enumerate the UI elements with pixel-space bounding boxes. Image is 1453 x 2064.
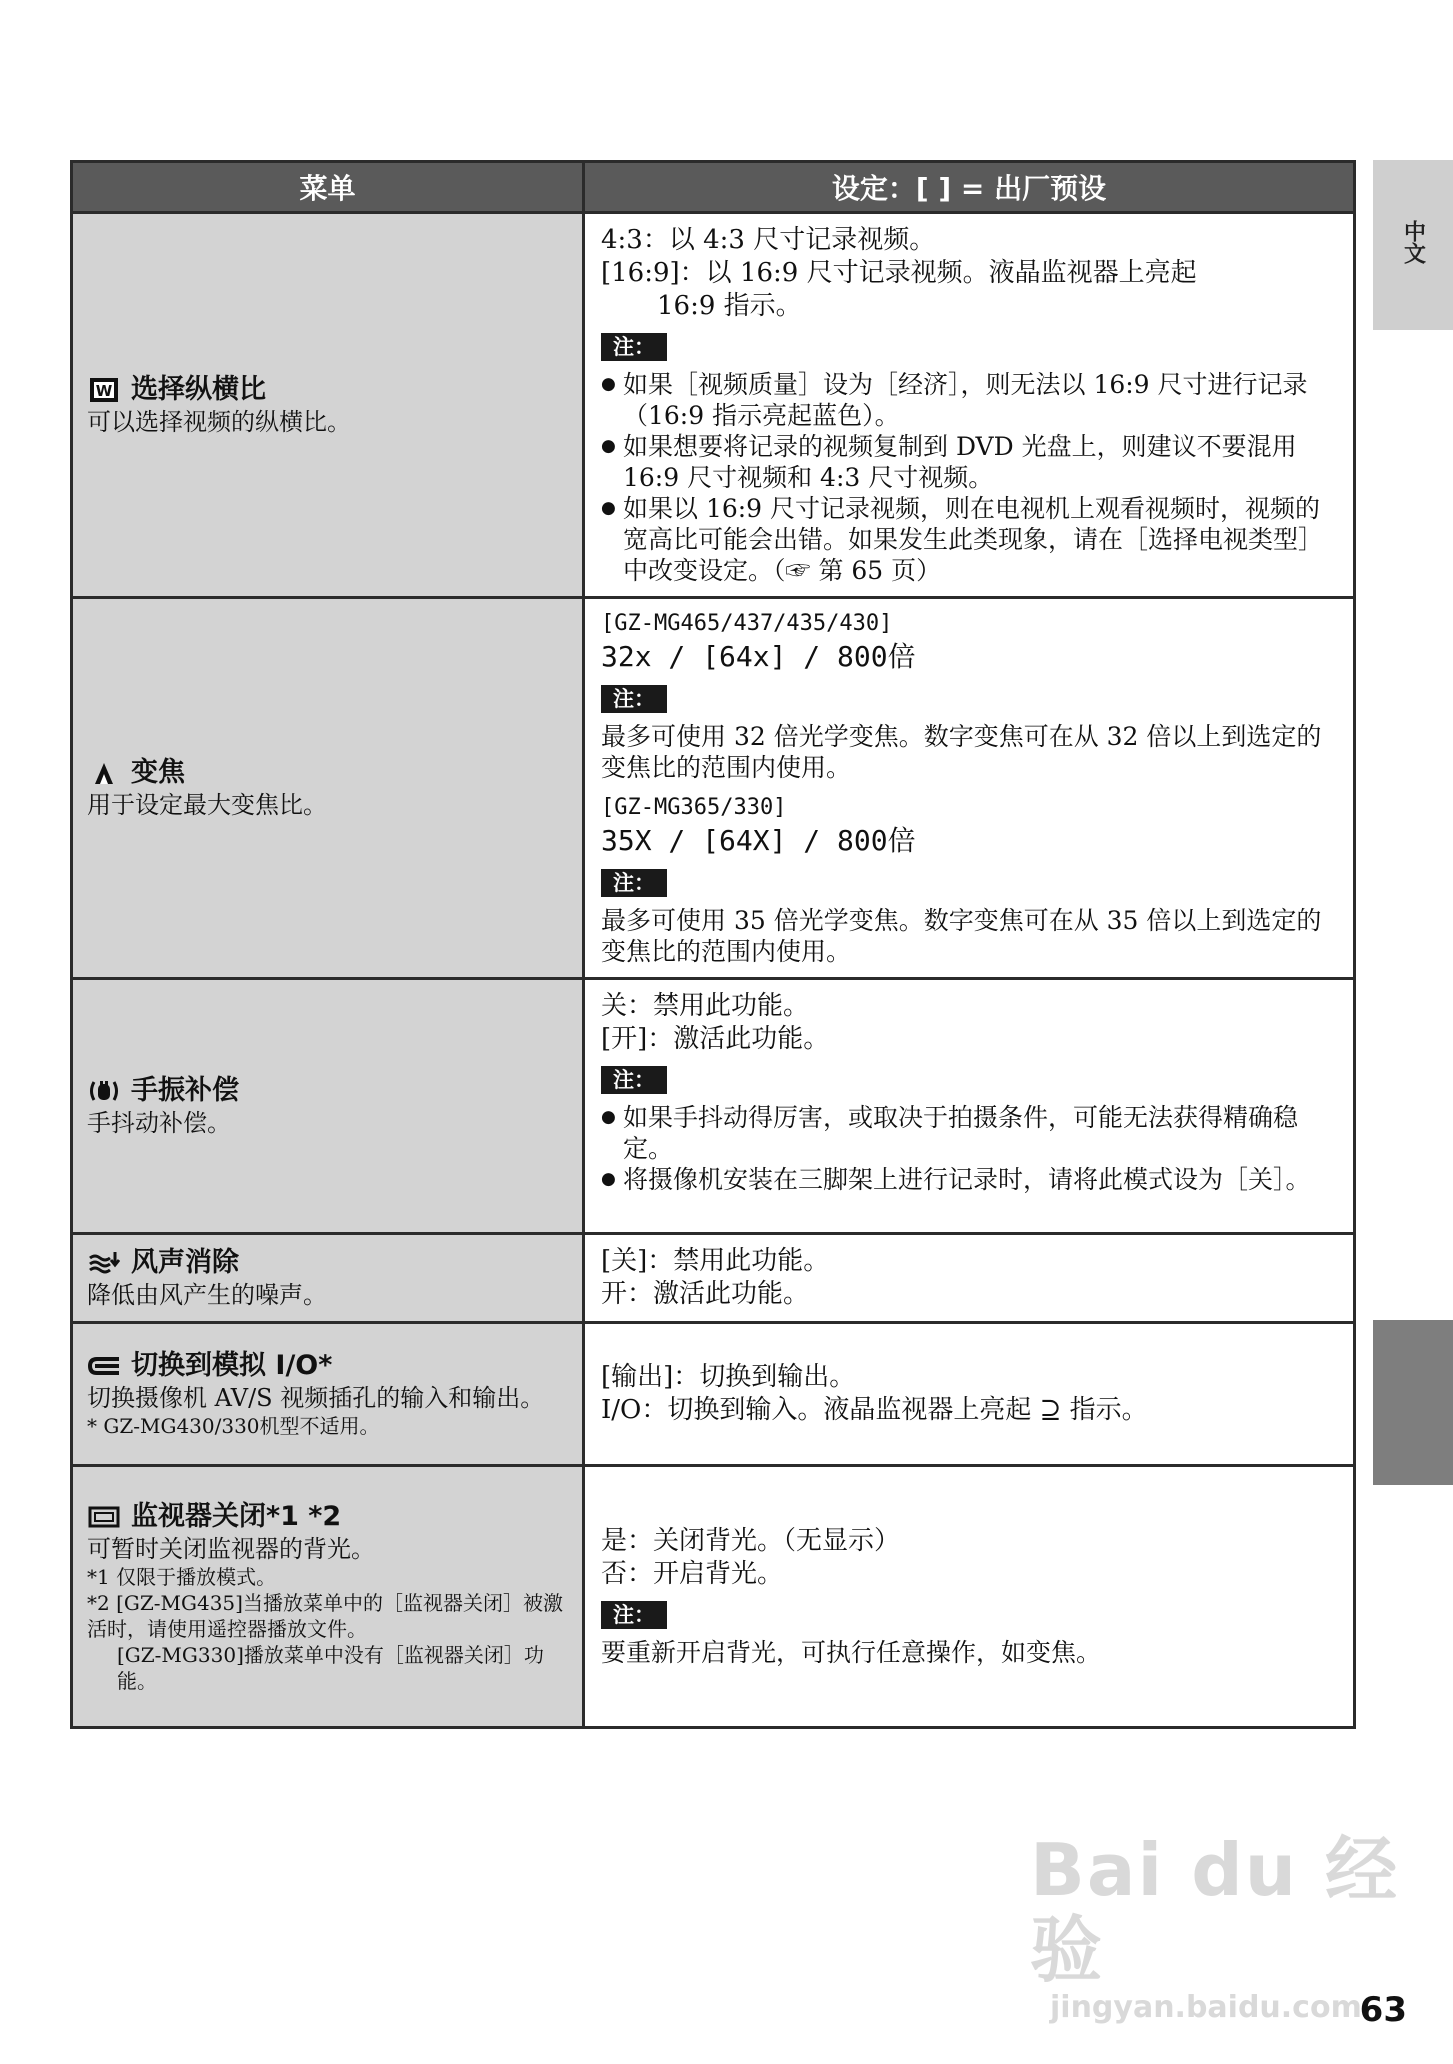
- list-item: ● 如果以 16:9 尺寸记录视频，则在电视机上观看视频时，视频的宽高比可能会出错。如果发生此类现象，请在［选择电视类型］中改变设定。（☞ 第 65 页）: [601, 493, 1337, 586]
- option-line: 否：开启背光。: [601, 1559, 784, 1589]
- list-item: ● 如果手抖动得厉害，或取决于拍摄条件，可能无法获得精确稳定。: [601, 1102, 1337, 1164]
- menu-item-desc: 降低由风产生的噪声。: [87, 1281, 327, 1309]
- option-line: [关]：禁用此功能。: [601, 1246, 830, 1276]
- menu-cell: [72, 598, 584, 979]
- table-row: [72, 1323, 1355, 1466]
- monitor-off-icon: [87, 1503, 121, 1531]
- menu-cell: [72, 1234, 584, 1323]
- footnote: [GZ-MG330]播放菜单中没有［监视器关闭］功能。: [117, 1642, 544, 1693]
- table-row: [72, 1466, 1355, 1728]
- list-item: ● 如果想要将记录的视频复制到 DVD 光盘上，则建议不要混用 16:9 尺寸视频和 4:3 尺寸视频。: [601, 431, 1337, 493]
- option-line: 32x / [64x] / 800倍: [601, 640, 916, 673]
- menu-item-name: 手振补偿: [131, 1075, 239, 1106]
- option-line: 关：禁用此功能。: [601, 991, 810, 1021]
- language-label: 中文: [1400, 220, 1426, 264]
- setting-cell: [584, 979, 1355, 1234]
- menu-item-name: 风声消除: [131, 1247, 239, 1278]
- menu-item-desc: 可以选择视频的纵横比。: [87, 408, 351, 436]
- model-line: [GZ-MG365/330]: [601, 795, 787, 820]
- note-badge: 注：: [601, 685, 667, 713]
- header-menu: 菜单: [72, 162, 584, 213]
- list-item: ● 如果［视频质量］设为［经济］，则无法以 16:9 尺寸进行记录（16:9 指示亮起蓝色）。: [601, 369, 1337, 431]
- setting-cell: [584, 213, 1355, 598]
- menu-item-name: 变焦: [131, 757, 185, 788]
- table-row: [72, 598, 1355, 979]
- language-side-tab: [1373, 160, 1453, 330]
- menu-item-desc: 手抖动补偿。: [87, 1109, 231, 1137]
- setting-cell: [584, 1323, 1355, 1466]
- note-badge: 注：: [601, 1601, 667, 1629]
- aspect-ratio-icon: [87, 376, 121, 404]
- note-text: 最多可使用 32 倍光学变焦。数字变焦可在从 32 倍以上到选定的变焦比的范围内使用。: [601, 722, 1322, 782]
- setting-cell: [584, 1466, 1355, 1728]
- menu-cell: [72, 213, 584, 598]
- menu-item-name: 监视器关闭*1 *2: [131, 1500, 342, 1532]
- option-line: 4:3：以 4:3 尺寸记录视频。: [601, 225, 936, 255]
- list-item: ● 将摄像机安装在三脚架上进行记录时，请将此模式设为［关］。: [601, 1164, 1337, 1195]
- footnote: *2 [GZ-MG435]当播放菜单中的［监视器关闭］被激活时，请使用遥控器播放文件。: [87, 1590, 563, 1641]
- option-line: [16:9]：以 16:9 尺寸记录视频。液晶监视器上亮起: [601, 258, 1197, 288]
- option-line: 35X / [64X] / 800倍: [601, 824, 916, 857]
- note-text: 要重新开启背光，可执行任意操作，如变焦。: [601, 1638, 1102, 1667]
- menu-item-desc: 用于设定最大变焦比。: [87, 791, 327, 819]
- menu-item-name: 切换到模拟 I/O*: [131, 1350, 333, 1381]
- menu-settings-table: [70, 160, 1356, 1729]
- section-side-tab: [1373, 1320, 1453, 1485]
- note-list: [601, 1102, 1337, 1195]
- footnote: *1 仅限于播放模式。: [87, 1564, 277, 1589]
- note-text: 最多可使用 35 倍光学变焦。数字变焦可在从 35 倍以上到选定的变焦比的范围内使用。: [601, 906, 1322, 966]
- menu-cell: [72, 1466, 584, 1728]
- option-line: 16:9 指示。: [657, 291, 802, 321]
- menu-item-desc: 可暂时关闭监视器的背光。: [87, 1534, 375, 1563]
- note-list: [601, 369, 1337, 586]
- footnote: * GZ-MG430/330机型不适用。: [87, 1414, 380, 1438]
- table-row: [72, 979, 1355, 1234]
- menu-cell: [72, 1323, 584, 1466]
- setting-cell: [584, 598, 1355, 979]
- table-header-row: [72, 162, 1355, 213]
- option-line: 开：激活此功能。: [601, 1279, 810, 1309]
- menu-cell: [72, 979, 584, 1234]
- wind-cut-icon: [87, 1249, 121, 1277]
- watermark-url: jingyan.baidu.com: [1050, 1990, 1362, 2025]
- header-setting: 设定：[ ] = 出厂预设: [584, 162, 1355, 213]
- option-line: [开]：激活此功能。: [601, 1024, 830, 1054]
- svg-text:W: W: [95, 382, 113, 400]
- model-line: [GZ-MG465/437/435/430]: [601, 611, 893, 636]
- note-badge: 注：: [601, 869, 667, 897]
- note-badge: 注：: [601, 1066, 667, 1094]
- menu-item-name: 选择纵横比: [131, 374, 266, 405]
- setting-cell: [584, 1234, 1355, 1323]
- option-line: I/O：切换到输入。液晶监视器上亮起 ⊇ 指示。: [601, 1395, 1148, 1425]
- analog-io-icon: [87, 1352, 121, 1380]
- note-badge: 注：: [601, 333, 667, 361]
- option-line: [输出]：切换到输出。: [601, 1362, 856, 1392]
- watermark-brand: Bai du 经验: [1030, 1828, 1400, 1992]
- image-stabilizer-icon: [87, 1077, 121, 1105]
- page-number: 63: [1359, 1990, 1407, 2030]
- zoom-icon: [87, 759, 121, 787]
- table-row: [72, 213, 1355, 598]
- menu-item-desc: 切换摄像机 AV/S 视频插孔的输入和输出。: [87, 1384, 545, 1412]
- table-row: [72, 1234, 1355, 1323]
- option-line: 是：关闭背光。（无显示）: [601, 1526, 901, 1556]
